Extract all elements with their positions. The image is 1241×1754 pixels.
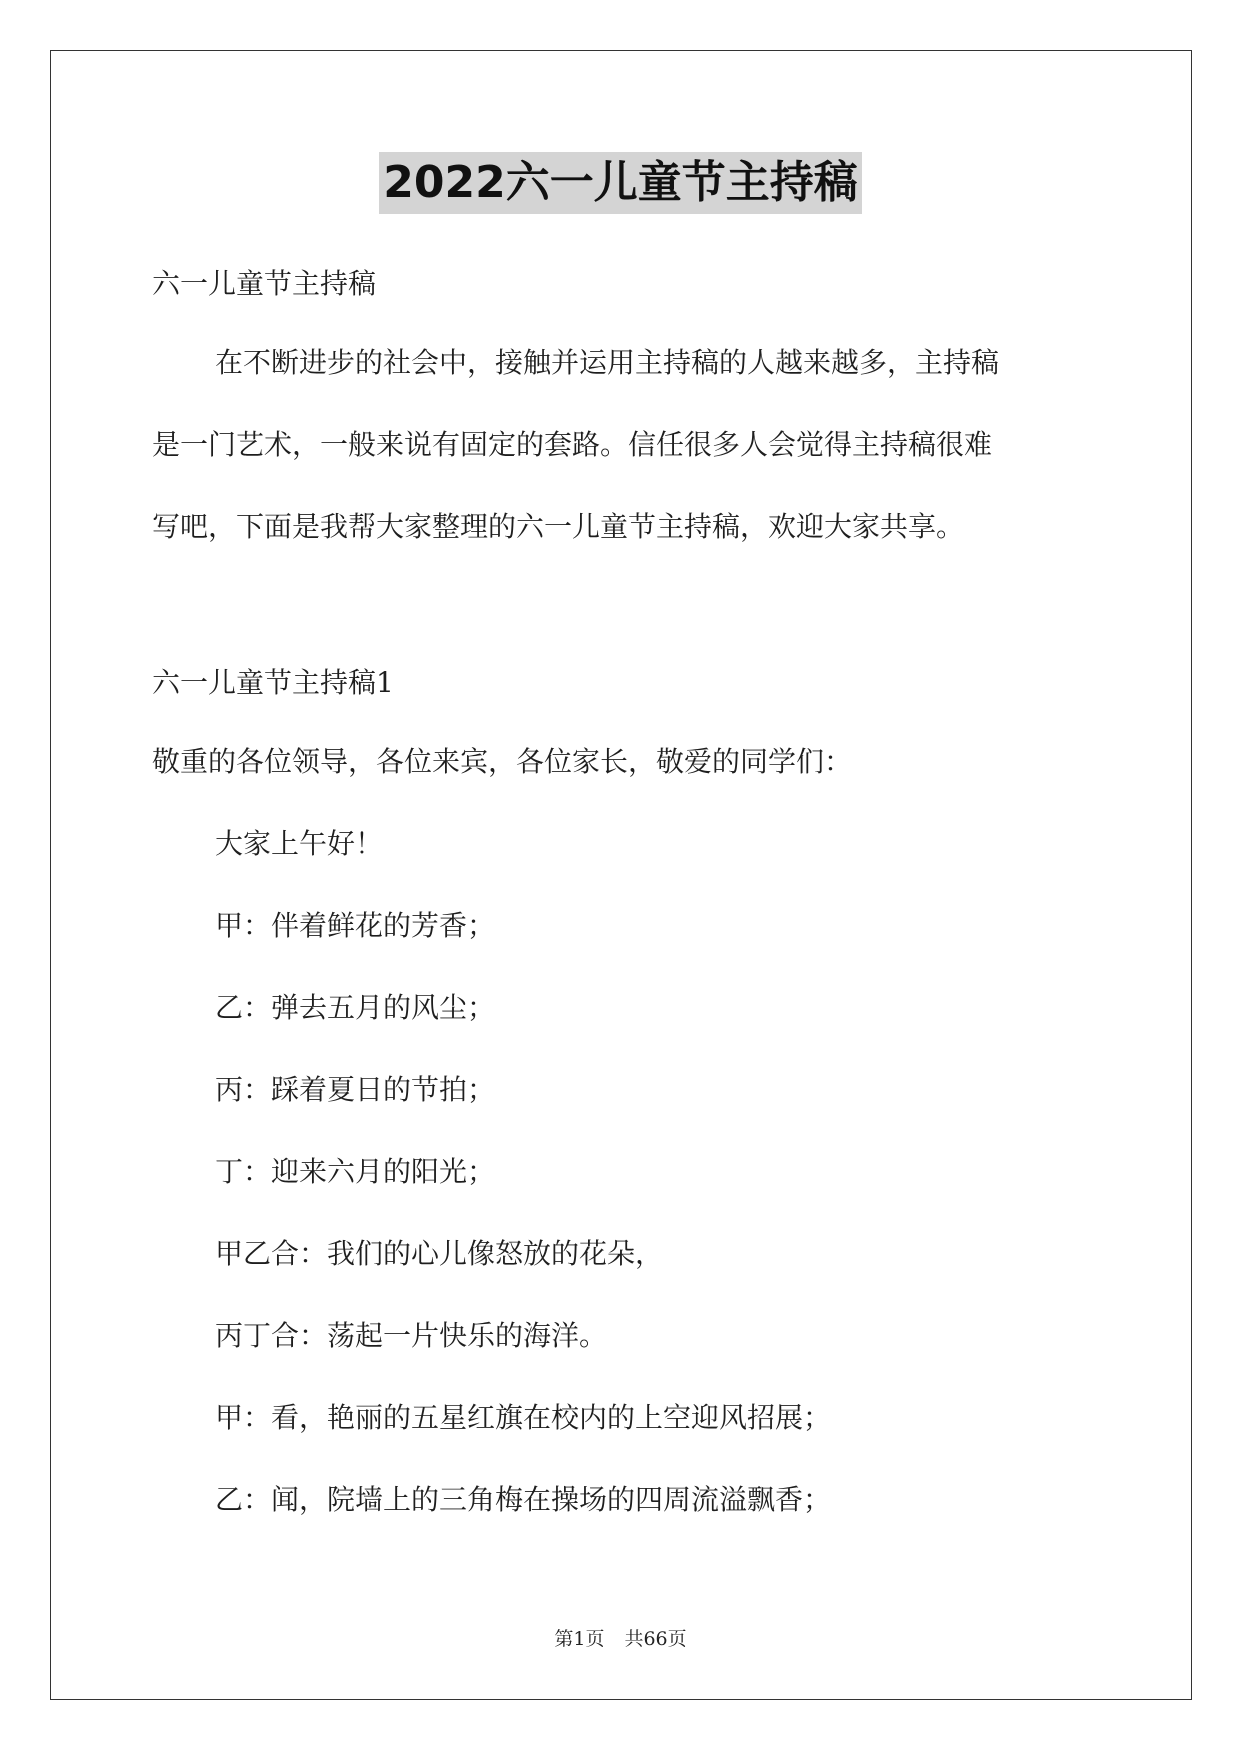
speech-line: 甲乙合：我们的心儿像怒放的花朵，: [215, 1237, 664, 1270]
page-footer: [0, 1626, 1241, 1652]
speech-line: 大家上午好！: [215, 827, 384, 860]
intro-line-2: 是一门艺术，一般来说有固定的套路。信任很多人会觉得主持稿很难: [152, 428, 993, 461]
heading: 六一儿童节主持稿: [152, 267, 377, 300]
document-body: [152, 262, 1092, 1522]
speech-line: 丁：迎来六月的阳光；: [215, 1155, 496, 1188]
speech-line: 丙：踩着夏日的节拍；: [215, 1073, 496, 1106]
intro-line-1: 在不断进步的社会中，接触并运用主持稿的人越来越多，主持稿: [215, 346, 1000, 379]
page-total: 共66页: [624, 1628, 687, 1650]
section-heading: 六一儿童节主持稿1: [152, 666, 394, 699]
document-title: 2022六一儿童节主持稿: [379, 152, 861, 214]
document-title-wrap: [0, 152, 1241, 214]
speech-line: 甲：看，艳丽的五星红旗在校内的上空迎风招展；: [215, 1401, 832, 1434]
speech-line: 乙：弹去五月的风尘；: [215, 991, 496, 1024]
salutation: 敬重的各位领导，各位来宾，各位家长，敬爱的同学们：: [152, 745, 853, 778]
intro-line-3: 写吧，下面是我帮大家整理的六一儿童节主持稿，欢迎大家共享。: [152, 510, 965, 543]
speech-line: 丙丁合：荡起一片快乐的海洋。: [215, 1319, 608, 1352]
speech-line: 甲：伴着鲜花的芳香；: [215, 909, 496, 942]
page-number: 第1页: [554, 1628, 605, 1650]
speech-line: 乙：闻，院墙上的三角梅在操场的四周流溢飘香；: [215, 1483, 832, 1516]
